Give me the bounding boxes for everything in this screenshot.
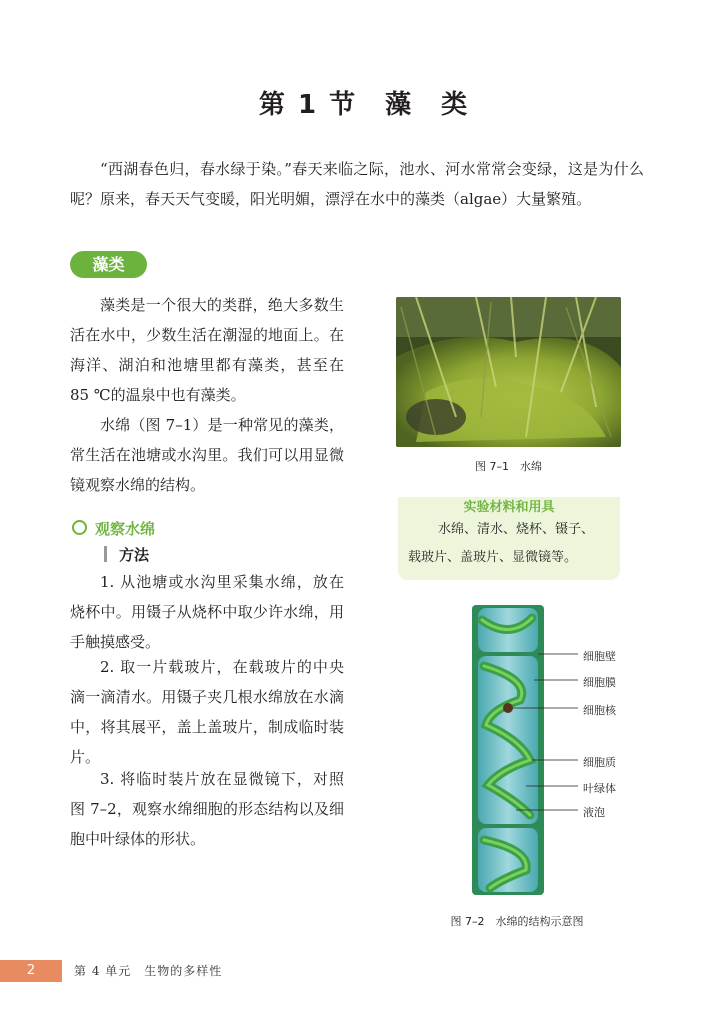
algae-paragraph: 藻类是一个很大的类群，绝大多数生活在水中，少数生活在潮湿的地面上。在海洋、湖泊和池塘里都有藻类，甚至在 85 ℃的温泉中也有藻类。 bbox=[70, 296, 344, 404]
label-cell-membrane: 细胞膜 bbox=[583, 676, 616, 689]
activity-title: 观察水绵 bbox=[95, 520, 156, 538]
step-2: 2. 取一片载玻片，在载玻片的中央滴一滴清水。用镊子夹几根水绵放在水滴中，将其展平，盖上盖玻片，制成临时装片。 bbox=[70, 658, 344, 766]
bar-icon bbox=[104, 546, 107, 562]
figure-7-1-caption: 图 7–1 水绵 bbox=[475, 460, 542, 473]
materials-title: 实验材料和用具 bbox=[463, 500, 555, 515]
section-number: 第 1 节 bbox=[258, 90, 358, 120]
label-cell-wall: 细胞壁 bbox=[583, 650, 616, 663]
materials-line-2: 载玻片、盖玻片、显微镜等。 bbox=[408, 550, 578, 565]
section-heading-pill: 藻类 bbox=[70, 251, 147, 278]
label-chloroplast: 叶绿体 bbox=[583, 782, 616, 795]
circle-icon bbox=[72, 520, 87, 535]
spirogyra-paragraph: 水绵（图 7–1）是一种常见的藻类，常生活在池塘或水沟里。我们可以用显微镜观察水绵的结构。 bbox=[70, 416, 344, 494]
step-1: 1. 从池塘或水沟里采集水绵，放在烧杯中。用镊子从烧杯中取少许水绵，用手触摸感受。 bbox=[70, 573, 344, 651]
label-vacuole: 液泡 bbox=[583, 806, 605, 819]
materials-line-1: 水绵、清水、烧杯、镊子、 bbox=[438, 522, 595, 537]
method-label: 方法 bbox=[119, 546, 150, 564]
activity-heading bbox=[72, 518, 155, 539]
label-cytoplasm: 细胞质 bbox=[583, 756, 616, 769]
footer-unit-title: 第 4 单元 生物的多样性 bbox=[74, 964, 223, 978]
spirogyra-photo bbox=[396, 297, 621, 447]
spirogyra-structure-diagram bbox=[460, 600, 630, 900]
page-title bbox=[0, 84, 728, 121]
page-number: 2 bbox=[0, 960, 62, 982]
label-nucleus: 细胞核 bbox=[583, 704, 616, 717]
intro-paragraph: “西湖春色归，春水绿于染。”春天来临之际，池水、河水常常会变绿，这是为什么呢？原来，春天天气变暖，阳光明媚，漂浮在水中的藻类（algae）大量繁殖。 bbox=[70, 160, 644, 208]
figure-7-2-caption: 图 7–2 水绵的结构示意图 bbox=[450, 915, 584, 928]
step-3: 3. 将临时装片放在显微镜下，对照图 7–2，观察水绵细胞的形态结构以及细胞中叶绿体的形状。 bbox=[70, 770, 344, 848]
section-name: 藻 类 bbox=[385, 90, 470, 120]
method-heading bbox=[104, 544, 149, 565]
